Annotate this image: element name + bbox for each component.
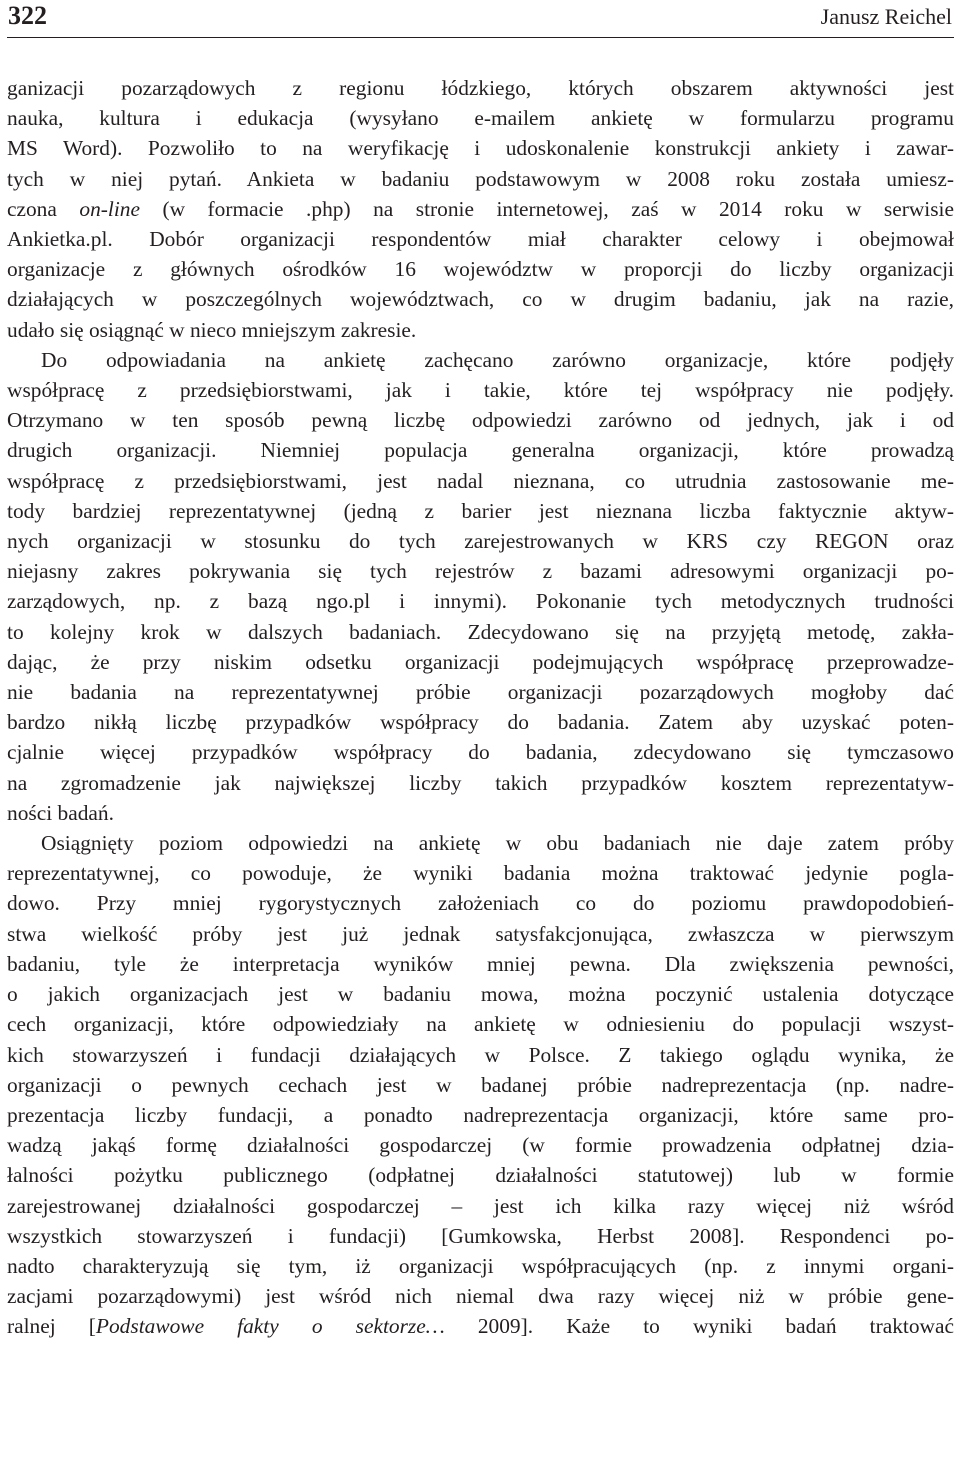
text-line [7, 1221, 954, 1251]
text-segment: dowo. Przy mniej rygorystycznych założeniach co do poziomu prawdopodobień- [7, 891, 954, 916]
text-segment: MS Word). Pozwoliło to na weryfikację i udoskonalenie konstrukcji ankiety i zawar- [7, 136, 954, 161]
text-segment: nadto charakteryzują się tym, iż organizacji współpracujących (np. z innymi organi- [7, 1253, 954, 1278]
text-segment: drugich organizacji. Niemniej populacja generalna organizacji, które prowadzą [7, 438, 954, 463]
text-line [7, 315, 954, 345]
text-line [7, 888, 954, 918]
text-segment: Do odpowiadania na ankietę zachęcano zarówno organizacje, które podjęły [41, 347, 954, 372]
text-segment: to kolejny krok w dalszych badaniach. Zdecydowano się na przyjętą metodę, zakła- [7, 619, 954, 644]
text-line [7, 1070, 954, 1100]
text-line [7, 1009, 954, 1039]
italic-text-segment: Podstawowe fakty o sektorze… [95, 1314, 445, 1339]
text-line [7, 284, 954, 314]
text-segment: Osiągnięty poziom odpowiedzi na ankietę w obu badaniach nie daje zatem próby [41, 831, 954, 856]
text-segment: niejasny zakres pokrywania się tych rejestrów z bazami adresowymi organizacji po- [7, 559, 954, 584]
text-segment: udało się osiągnąć w nieco mniejszym zakresie. [7, 317, 417, 342]
text-line [7, 164, 954, 194]
text-line [7, 345, 954, 375]
text-segment: czona [7, 196, 80, 221]
text-line [7, 1160, 954, 1190]
text-line [7, 526, 954, 556]
text-line [7, 707, 954, 737]
text-segment: zarządowych, np. z bazą ngo.pl i innymi). Pokonanie tych metodycznych trudności [7, 589, 954, 614]
text-segment: tych w niej pytań. Ankieta w badaniu podstawowym w 2008 roku została umiesz- [7, 166, 954, 191]
text-segment: nie badania na reprezentatywnej próbie organizacji pozarządowych mogłoby dać [7, 680, 954, 705]
text-segment: badaniu, tyle że interpretacja wyników mniej pewna. Dla zwiększenia pewności, [7, 951, 954, 976]
text-segment: organizacje z głównych ośrodków 16 województw w proporcji do liczby organizacji [7, 257, 954, 282]
text-line [7, 1281, 954, 1311]
text-line [7, 617, 954, 647]
text-segment: ności badań. [7, 800, 114, 825]
text-line [7, 1100, 954, 1130]
text-segment: kich stowarzyszeń i fundacji działających w Polsce. Z takiego oglądu wynika, że [7, 1042, 954, 1067]
text-segment: stwa wielkość próby jest już jednak satysfakcjonująca, zwłaszcza w pierwszym [7, 921, 954, 946]
text-segment: łalności pożytku publicznego (odpłatnej działalności statutowej) lub w formie [7, 1163, 954, 1188]
text-line [7, 586, 954, 616]
text-segment: prezentacja liczby fundacji, a ponadto nadreprezentacja organizacji, które same pro- [7, 1102, 954, 1127]
text-line [7, 73, 954, 103]
running-header [7, 0, 954, 38]
text-line [7, 677, 954, 707]
text-segment: ganizacji pozarządowych z regionu łódzkiego, których obszarem aktywności jest [7, 76, 954, 100]
text-segment: organizacji o pewnych cechach jest w badanej próbie nadreprezentacja (np. nadre- [7, 1072, 954, 1097]
text-line [7, 919, 954, 949]
text-segment: tody bardziej reprezentatywnej (jedną z barier jest nieznana liczba faktycznie aktyw- [7, 498, 954, 523]
text-segment: bardzo nikłą liczbę przypadków współpracy do badania. Zatem aby uzyskać poten- [7, 710, 954, 735]
text-line [7, 103, 954, 133]
text-segment: zarejestrowanej działalności gospodarczej – jest ich kilka razy więcej niż wśród [7, 1193, 954, 1218]
text-line [7, 405, 954, 435]
text-line [7, 435, 954, 465]
text-segment: nych organizacji w stosunku do tych zarejestrowanych w KRS czy REGON oraz [7, 529, 954, 554]
text-segment: Otrzymano w ten sposób pewną liczbę odpowiedzi zarówno od jednych, jak i od [7, 408, 954, 433]
text-line [7, 556, 954, 586]
text-line [7, 496, 954, 526]
text-line [7, 375, 954, 405]
text-line [7, 737, 954, 767]
text-line [7, 858, 954, 888]
text-segment: cjalnie więcej przypadków współpracy do badania, zdecydowano się tymczasowo [7, 740, 954, 765]
text-line [7, 798, 954, 828]
italic-text-segment: on-line [79, 196, 140, 221]
text-segment: cech organizacji, które odpowiedziały na ankietę w odniesieniu do populacji wszyst- [7, 1012, 954, 1037]
text-segment: współpracę z przedsiębiorstwami, jest nadal nieznana, co utrudnia zastosowanie me- [7, 468, 954, 493]
text-segment: wadzą jakąś formę działalności gospodarczej (w formie prowadzenia odpłatnej dzia- [7, 1133, 954, 1158]
body-text [7, 73, 954, 1342]
text-line [7, 1191, 954, 1221]
text-line [7, 466, 954, 496]
text-segment: na zgromadzenie jak największej liczby takich przypadków kosztem reprezentatyw- [7, 770, 954, 795]
text-line [7, 768, 954, 798]
text-line [7, 1251, 954, 1281]
text-segment: (w formacie .php) na stronie internetowej, zaś w 2014 roku w serwisie [139, 196, 954, 221]
text-line [7, 1130, 954, 1160]
text-line [7, 224, 954, 254]
text-line [7, 1311, 954, 1341]
text-segment: o jakich organizacjach jest w badaniu mowa, można poczynić ustalenia dotyczące [7, 982, 954, 1007]
page-number: 322 [8, 1, 47, 30]
text-segment: nauka, kultura i edukacja (wysyłano e-mailem ankietę w formularzu programu [7, 106, 954, 131]
text-line [7, 133, 954, 163]
text-segment: zacjami pozarządowymi) jest wśród nich niemal dwa razy więcej niż w próbie gene- [7, 1284, 954, 1309]
running-header-author: Janusz Reichel [820, 4, 952, 29]
text-line [7, 647, 954, 677]
text-segment: dając, że przy niskim odsetku organizacji podejmujących współpracę przeprowadze- [7, 649, 954, 674]
text-segment: reprezentatywnej, co powoduje, że wyniki badania można traktować jedynie pogla- [7, 861, 954, 886]
text-line [7, 979, 954, 1009]
text-segment: działających w poszczególnych województwach, co w drugim badaniu, jak na razie, [7, 287, 954, 312]
text-line [7, 949, 954, 979]
text-segment: 2009]. Każe to wyniki badań traktować [444, 1314, 954, 1339]
text-segment: Ankietka.pl. Dobór organizacji respondentów miał charakter celowy i obejmował [7, 227, 954, 252]
text-line [7, 194, 954, 224]
text-segment: współpracę z przedsiębiorstwami, jak i takie, które tej współpracy nie podjęły. [7, 378, 954, 403]
text-segment: ralnej [ [7, 1314, 96, 1339]
text-line [7, 1040, 954, 1070]
text-line [7, 828, 954, 858]
text-line [7, 254, 954, 284]
text-segment: wszystkich stowarzyszeń i fundacji) [Gumkowska, Herbst 2008]. Respondenci po- [7, 1223, 954, 1248]
